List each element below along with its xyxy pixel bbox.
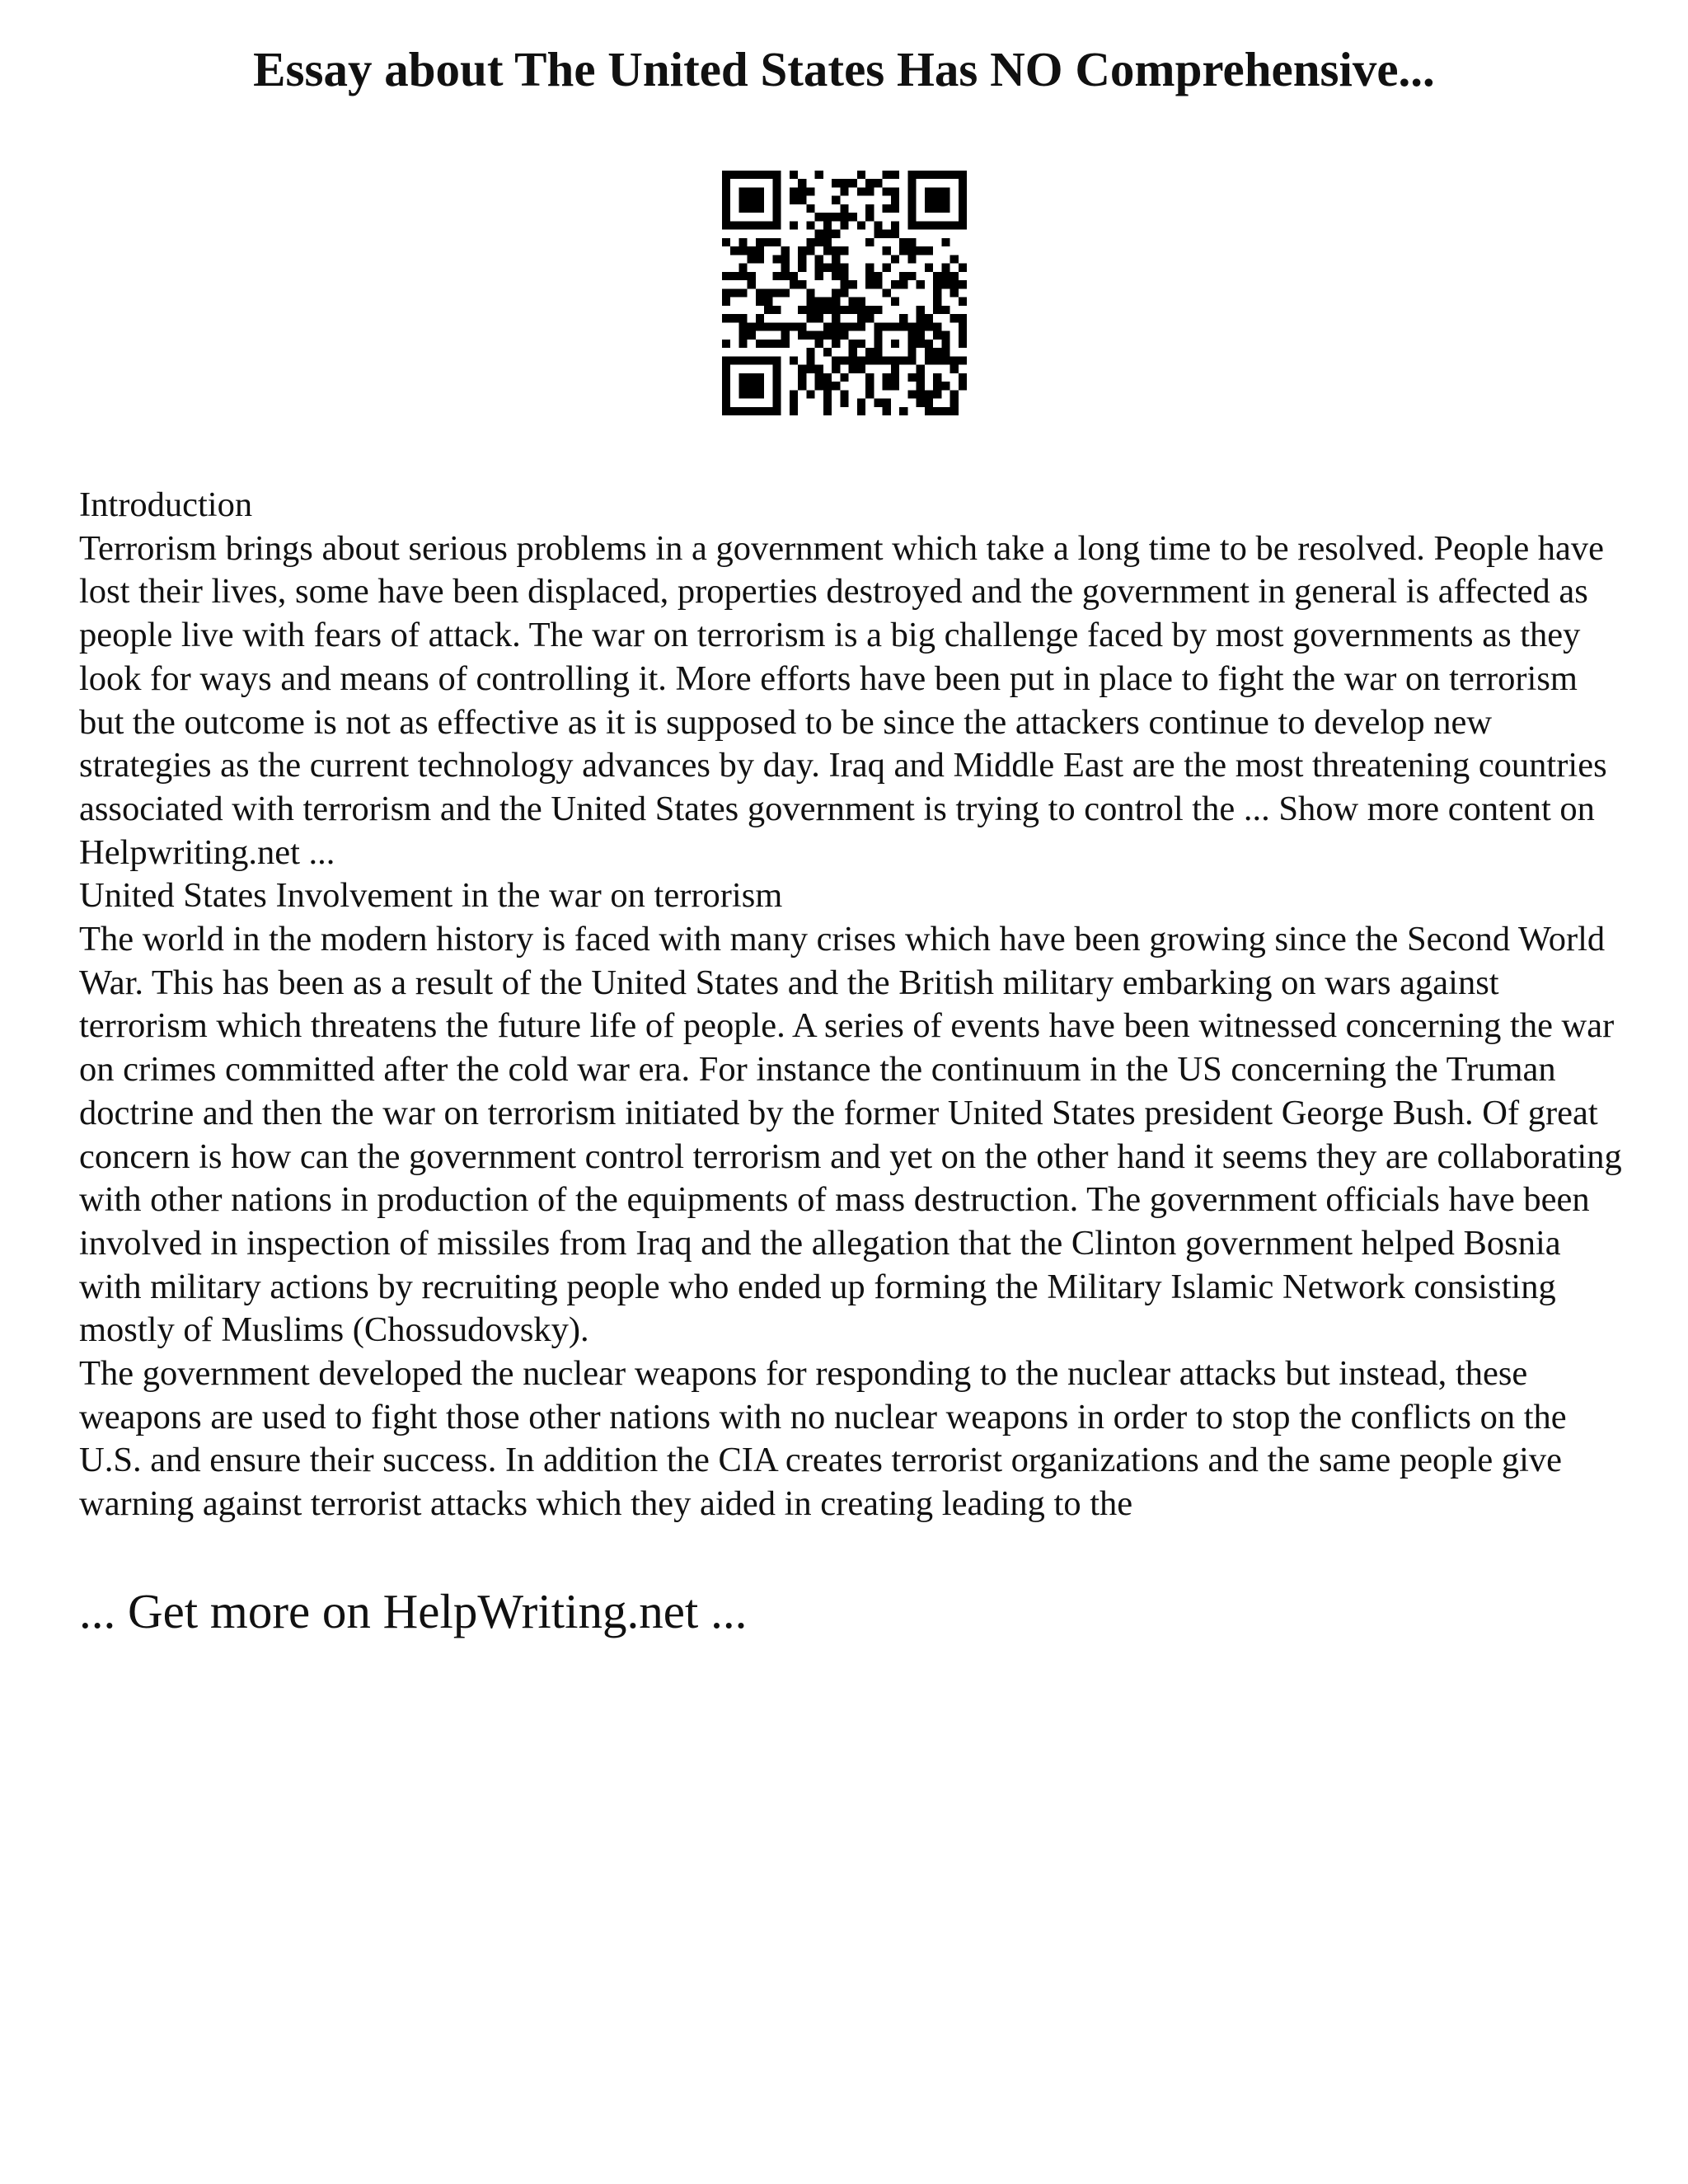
get-more-link[interactable]: ... Get more on HelpWriting.net ...	[79, 1584, 748, 1638]
essay-body	[79, 484, 1629, 1526]
paragraph-modern-history: The world in the modern history is faced with many crises which have been growing since the Second World War. This has been as a result of the United States and the British military embarking on wars against terrorism which threatens the future life of people. A series of events have been witnessed concerning the war on crimes committed after the cold war era. For instance the continuum in the US concerning the Truman doctrine and then the war on terrorism initiated by the former United States president George Bush. Of great concern is how can the government control terrorism and yet on the other hand it seems they are collaborating with other nations in production of the equipments of mass destruction. The government officials have been involved in inspection of missiles from Iraq and the allegation that the Clinton government helped Bosnia with military actions by recruiting people who ended up forming the Military Islamic Network consisting mostly of Muslims (Chossudovsky).	[79, 920, 1622, 1350]
paragraph-introduction: Terrorism brings about serious problems in a government which take a long time to be resolved. People have lost their lives, some have been displaced, properties destroyed and the government in general is affected as people live with fears of attack. The war on terrorism is a big challenge faced by most governments as they look for ways and means of controlling it. More efforts have been put in place to fight the war on terrorism but the outcome is not as effective as it is supposed to be since the attackers continue to develop new strategies as the current technology advances by day. Iraq and Middle East are the most threatening countries associated with terrorism and the United States government is trying to control the ... Show more content on Helpwriting.net ...	[79, 528, 1607, 872]
page-title: Essay about The United States Has NO Comprehensive...	[253, 42, 1435, 96]
paragraph-nuclear-weapons: The government developed the nuclear weapons for responding to the nuclear attacks but instead, these weapons are used to fight those other nations with no nuclear weapons in order to stop the conflicts on the U.S. and ensure their success. In addition the CIA creates terrorist organizations and the same people give warning against terrorist attacks which they aided in creating leading to the	[79, 1354, 1567, 1524]
qr-code-icon	[722, 171, 967, 415]
section-heading-introduction: Introduction	[79, 485, 253, 524]
section-heading-involvement: United States Involvement in the war on terrorism	[79, 876, 783, 916]
